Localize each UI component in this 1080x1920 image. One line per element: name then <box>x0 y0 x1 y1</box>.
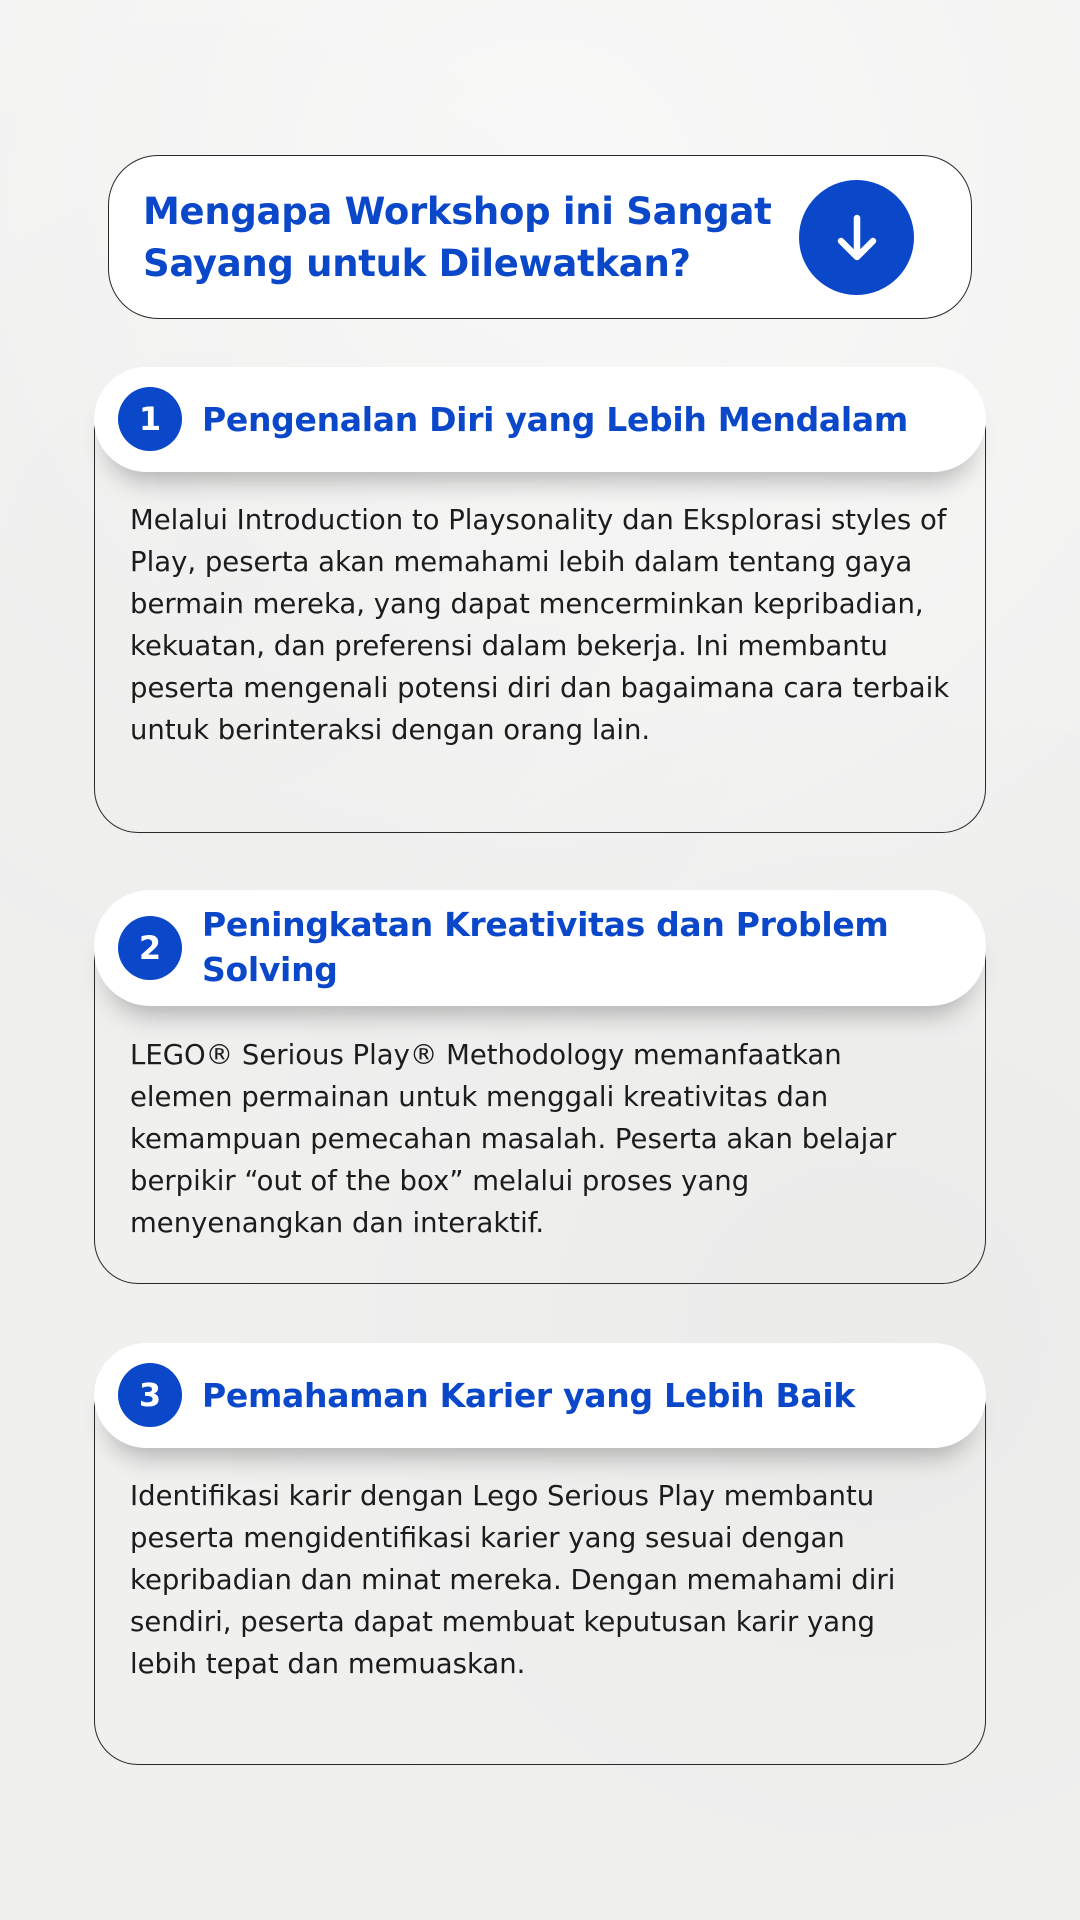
number-badge: 3 <box>118 1363 182 1427</box>
card-title: Peningkatan Kreativitas dan Problem Solving <box>202 905 889 989</box>
card-description: LEGO® Serious Play® Methodology memanfaatkan elemen permainan untuk menggali kreativitas dan kemampuan pemecahan masalah. Peserta akan belajar berpikir “out of the box” melalui proses yang menyenangkan dan interaktif. <box>130 1039 897 1239</box>
number-badge: 1 <box>118 387 182 451</box>
arrow-down-button[interactable] <box>799 180 914 295</box>
card-header <box>94 367 986 472</box>
benefit-card-3 <box>94 1343 986 1765</box>
benefit-card-2 <box>94 890 986 1284</box>
benefit-card-1 <box>94 367 986 833</box>
arrow-down-icon <box>829 210 885 266</box>
card-description: Melalui Introduction to Playsonality dan Eksplorasi styles of Play, peserta akan memahami lebih dalam tentang gaya bermain mereka, yang dapat mencerminkan kepribadian, kekuatan, dan preferensi dalam bekerja. Ini membantu peserta mengenali potensi diri dan bagaimana cara terbaik untuk berinteraksi dengan orang lain. <box>130 504 950 746</box>
card-header <box>94 890 986 1006</box>
card-header <box>94 1343 986 1448</box>
card-title: Pemahaman Karier yang Lebih Baik <box>202 1376 855 1415</box>
card-description: Identifikasi karir dengan Lego Serious Play membantu peserta mengidentifikasi karier yang sesuai dengan kepribadian dan minat mereka. Dengan memahami diri sendiri, peserta dapat membuat keputusan karir yang lebih tepat dan memuaskan. <box>130 1480 896 1680</box>
number-badge: 2 <box>118 916 182 980</box>
card-title: Pengenalan Diri yang Lebih Mendalam <box>202 400 908 439</box>
page-title-line-2: Sayang untuk Dilewatkan? <box>143 242 691 285</box>
page-title <box>143 186 783 290</box>
header-banner <box>108 155 972 319</box>
page-title-line-1: Mengapa Workshop ini Sangat <box>143 190 772 233</box>
